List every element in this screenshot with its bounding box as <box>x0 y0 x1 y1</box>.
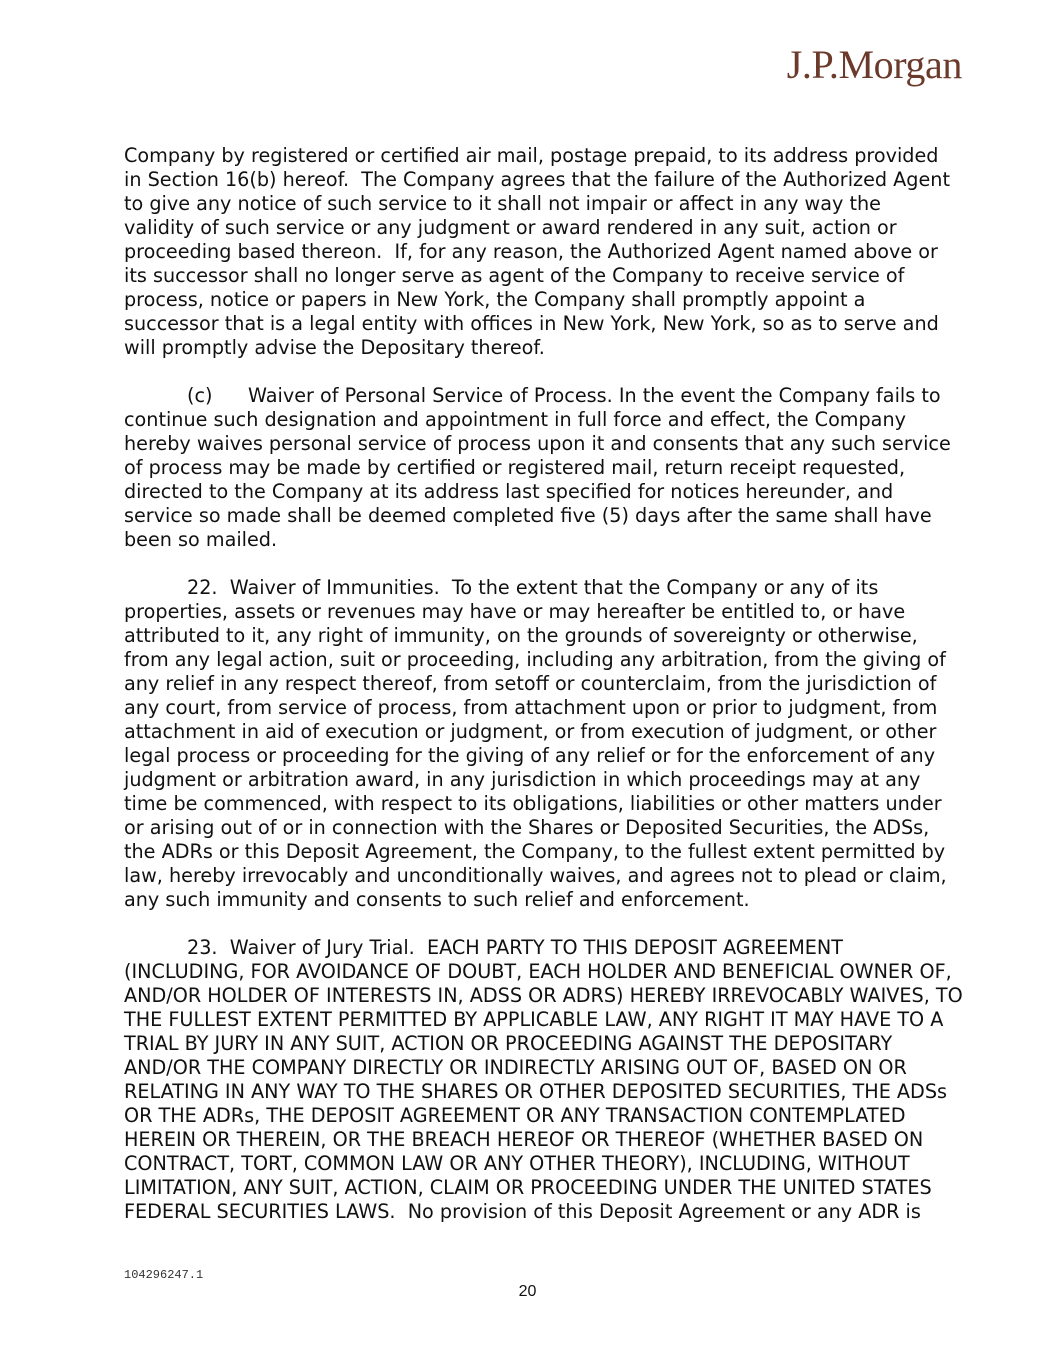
text-line: any such immunity and consents to such relief and enforcement. <box>124 888 750 911</box>
text-line: judgment or arbitration award, in any jurisdiction in which proceedings may at any <box>124 768 921 791</box>
paragraph-authorized-agent <box>124 144 963 360</box>
text-line: will promptly advise the Depositary thereof. <box>124 336 545 359</box>
text-line: Company by registered or certified air mail, postage prepaid, to its address provided <box>124 144 939 167</box>
paragraph-waiver-of-immunities <box>124 576 963 912</box>
text-line: 22. Waiver of Immunities. To the extent that the Company or any of its <box>187 576 879 599</box>
text-line: attributed to it, any right of immunity, on the grounds of sovereignty or otherwise, <box>124 624 918 647</box>
text-line: time be commenced, with respect to its obligations, liabilities or other matters under <box>124 792 942 815</box>
text-line: hereby waives personal service of process upon it and consents that any such service <box>124 432 951 455</box>
text-line: THE FULLEST EXTENT PERMITTED BY APPLICABLE LAW, ANY RIGHT IT MAY HAVE TO A <box>124 1008 944 1031</box>
text-line: AND/OR THE COMPANY DIRECTLY OR INDIRECTLY ARISING OUT OF, BASED ON OR <box>124 1056 907 1079</box>
text-line: its successor shall no longer serve as agent of the Company to receive service of <box>124 264 905 287</box>
text-line: of process may be made by certified or registered mail, return receipt requested, <box>124 456 906 479</box>
text-line: any court, from service of process, from attachment upon or prior to judgment, from <box>124 696 938 719</box>
document-body <box>124 144 963 1248</box>
text-line <box>124 384 963 408</box>
paragraph-waiver-of-jury-trial <box>124 936 963 1224</box>
text-line: (INCLUDING, FOR AVOIDANCE OF DOUBT, EACH HOLDER AND BENEFICIAL OWNER OF, <box>124 960 952 983</box>
text-line: continue such designation and appointment in full force and effect, the Company <box>124 408 906 431</box>
text-line: legal process or proceeding for the giving of any relief or for the enforcement of any <box>124 744 936 767</box>
text-line: CONTRACT, TORT, COMMON LAW OR ANY OTHER THEORY), INCLUDING, WITHOUT <box>124 1152 910 1175</box>
text-line: to give any notice of such service to it shall not impair or affect in any way the <box>124 192 881 215</box>
text-line: RELATING IN ANY WAY TO THE SHARES OR OTHER DEPOSITED SECURITIES, THE ADSs <box>124 1080 947 1103</box>
text-line: FEDERAL SECURITIES LAWS. No provision of this Deposit Agreement or any ADR is <box>124 1200 921 1223</box>
text-line: from any legal action, suit or proceeding, including any arbitration, from the giving of <box>124 648 946 671</box>
text-line: OR THE ADRs, THE DEPOSIT AGREEMENT OR ANY TRANSACTION CONTEMPLATED <box>124 1104 906 1127</box>
text-line: successor that is a legal entity with offices in New York, New York, so as to serve and <box>124 312 939 335</box>
text-line: service so made shall be deemed completed five (5) days after the same shall have <box>124 504 932 527</box>
text-line: law, hereby irrevocably and unconditionally waives, and agrees not to plead or claim, <box>124 864 947 887</box>
text-line: or arising out of or in connection with the Shares or Deposited Securities, the ADSs, <box>124 816 930 839</box>
text-line: process, notice or papers in New York, the Company shall promptly appoint a <box>124 288 866 311</box>
text-line: in Section 16(b) hereof. The Company agrees that the failure of the Authorized Agent <box>124 168 950 191</box>
text-line: 23. Waiver of Jury Trial. EACH PARTY TO THIS DEPOSIT AGREEMENT <box>187 936 843 959</box>
jpmorgan-logo: J.P.Morgan <box>786 42 962 87</box>
clause-text: Waiver of Personal Service of Process. In the event the Company fails to <box>248 384 941 407</box>
text-line: TRIAL BY JURY IN ANY SUIT, ACTION OR PROCEEDING AGAINST THE DEPOSITARY <box>124 1032 893 1055</box>
document-id: 104296247.1 <box>124 1268 204 1282</box>
text-line: HEREIN OR THEREIN, OR THE BREACH HEREOF OR THEREOF (WHETHER BASED ON <box>124 1128 924 1151</box>
text-line: the ADRs or this Deposit Agreement, the Company, to the fullest extent permitted by <box>124 840 946 863</box>
text-line: directed to the Company at its address last specified for notices hereunder, and <box>124 480 894 503</box>
text-line: validity of such service or any judgment or award rendered in any suit, action or <box>124 216 897 239</box>
clause-label: (c) <box>187 384 213 407</box>
text-line: been so mailed. <box>124 528 278 551</box>
paragraph-waiver-personal-service <box>124 384 963 552</box>
page-number: 20 <box>518 1283 537 1300</box>
text-line: attachment in aid of execution or judgment, or from execution of judgment, or other <box>124 720 937 743</box>
text-line: AND/OR HOLDER OF INTERESTS IN, ADSS OR ADRS) HEREBY IRREVOCABLY WAIVES, TO <box>124 984 963 1007</box>
text-line: LIMITATION, ANY SUIT, ACTION, CLAIM OR PROCEEDING UNDER THE UNITED STATES <box>124 1176 932 1199</box>
text-line: proceeding based thereon. If, for any reason, the Authorized Agent named above or <box>124 240 938 263</box>
text-line: any relief in any respect thereof, from setoff or counterclaim, from the jurisdiction of <box>124 672 937 695</box>
text-line: properties, assets or revenues may have or may hereafter be entitled to, or have <box>124 600 906 623</box>
